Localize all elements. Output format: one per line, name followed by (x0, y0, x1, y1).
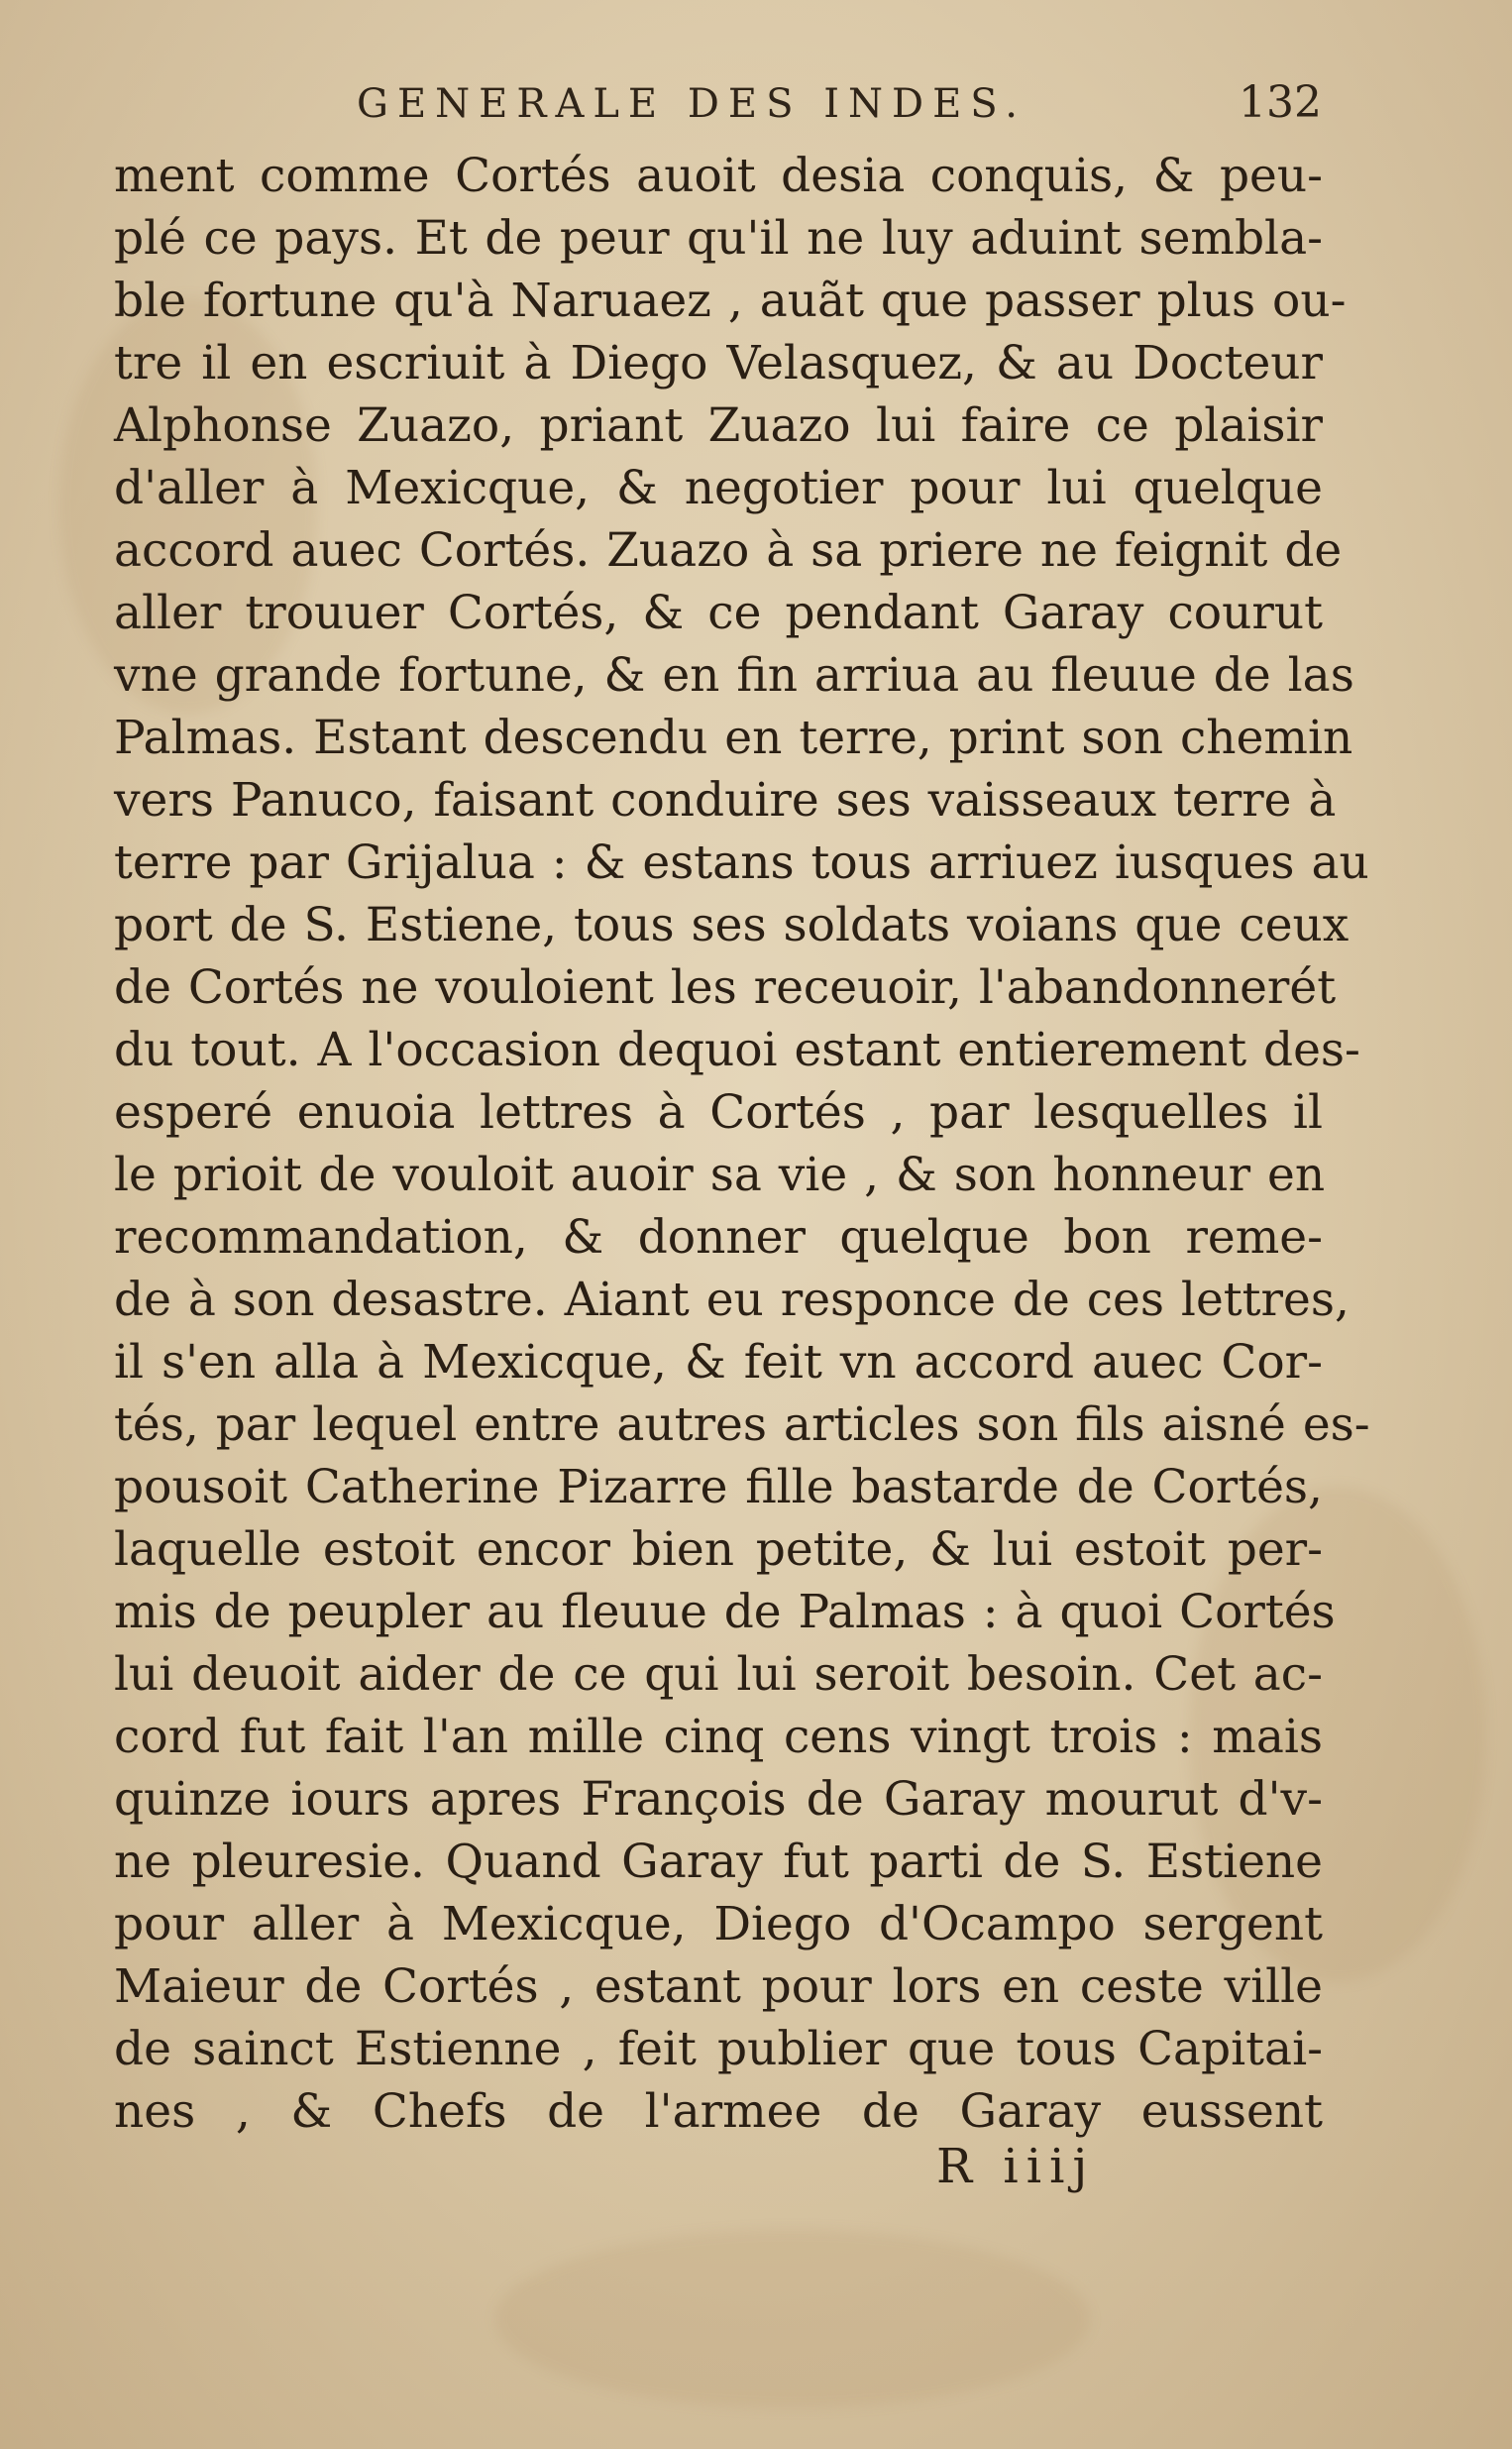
body-text (114, 145, 1370, 2143)
text-line: tés, par lequel entre autres articles son fils aisné es- (114, 1397, 1370, 1452)
page-number: 132 (1239, 77, 1322, 128)
signature-mark: R iiij (936, 2139, 1096, 2194)
text-line: esperé enuoia lettres à Cortés , par lesquelles il (114, 1085, 1323, 1140)
text-line: mis de peupler au fleuue de Palmas : à quoi Cortés (114, 1585, 1336, 1639)
text-line: Alphonse Zuazo, priant Zuazo lui faire ce plaisir (114, 398, 1323, 453)
text-line: ble fortune qu'à Naruaez , auãt que passer plus ou- (114, 274, 1347, 328)
text-line: aller trouuer Cortés, & ce pendant Garay courut (114, 586, 1323, 640)
text-line: quinze iours apres François de Garay mourut d'v- (114, 1772, 1323, 1827)
text-line: d'aller à Mexicque, & negotier pour lui quelque (114, 461, 1323, 515)
text-line: port de S. Estiene, tous ses soldats voians que ceux (114, 898, 1350, 952)
page-header (0, 77, 1512, 141)
text-line: cord fut fait l'an mille cinq cens vingt trois : mais (114, 1710, 1323, 1764)
text-line: le prioit de vouloit auoir sa vie , & son honneur en (114, 1148, 1326, 1202)
text-line: de sainct Estienne , feit publier que tous Capitai- (114, 2022, 1323, 2076)
running-title: GENERALE DES INDES. (357, 81, 1026, 127)
text-line: Maieur de Cortés , estant pour lors en ceste ville (114, 1959, 1323, 2014)
text-line: terre par Grijalua : & estans tous arriuez iusques au (114, 835, 1369, 890)
text-line: de à son desastre. Aiant eu responce de ces lettres, (114, 1273, 1350, 1327)
text-line: ne pleuresie. Quand Garay fut parti de S. Estiene (114, 1835, 1323, 1889)
text-line: de Cortés ne vouloient les receuoir, l'abandonnerét (114, 960, 1337, 1015)
text-line: recommandation, & donner quelque bon reme- (114, 1210, 1323, 1265)
text-line: lui deuoit aider de ce qui lui seroit besoin. Cet ac- (114, 1647, 1323, 1702)
text-line: il s'en alla à Mexicque, & feit vn accord auec Cor- (114, 1335, 1323, 1390)
paper-stain (495, 2230, 1090, 2408)
text-line: Palmas. Estant descendu en terre, print son chemin (114, 711, 1353, 765)
text-line: pousoit Catherine Pizarre fille bastarde de Cortés, (114, 1460, 1323, 1514)
text-line: vers Panuco, faisant conduire ses vaisseaux terre à (114, 773, 1337, 828)
text-line: pour aller à Mexicque, Diego d'Ocampo sergent (114, 1897, 1323, 1951)
text-line: vne grande fortune, & en fin arriua au fleuue de las (114, 648, 1354, 703)
text-line: accord auec Cortés. Zuazo à sa priere ne feignit de (114, 523, 1343, 578)
text-line: tre il en escriuit à Diego Velasquez, & au Docteur (114, 336, 1323, 390)
text-line: laquelle estoit encor bien petite, & lui estoit per- (114, 1522, 1323, 1577)
text-line: du tout. A l'occasion dequoi estant entierement des- (114, 1023, 1360, 1077)
text-line: nes , & Chefs de l'armee de Garay eussent (114, 2084, 1323, 2139)
text-line: ment comme Cortés auoit desia conquis, & peu- (114, 149, 1323, 203)
text-line: plé ce pays. Et de peur qu'il ne luy aduint sembla- (114, 211, 1323, 266)
